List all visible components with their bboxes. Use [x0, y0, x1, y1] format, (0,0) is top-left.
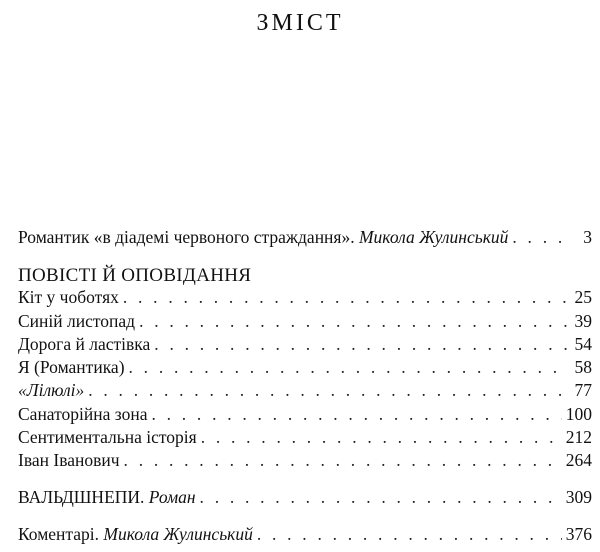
dot-leader — [200, 486, 562, 508]
toc-entry-page: 309 — [565, 487, 592, 507]
toc-entry-label: Дорога й ластівка — [18, 334, 151, 354]
toc-entry-genre: Роман — [148, 487, 196, 507]
page-title: ЗМІСТ — [256, 10, 344, 36]
toc-entry — [18, 379, 592, 401]
toc-entry-novel — [18, 486, 592, 508]
dot-leader — [201, 426, 562, 448]
dot-leader — [124, 449, 562, 471]
toc-entry-title: ВАЛЬДШНЕПИ. — [18, 487, 145, 507]
dot-leader — [512, 226, 568, 248]
toc-entry-label: Сентиментальна історія — [18, 427, 197, 447]
section-heading: ПОВІСТІ Й ОПОВІДАННЯ — [18, 265, 252, 286]
toc-entry-label: «Лілюлі» — [18, 380, 85, 400]
toc-entry-label — [18, 486, 196, 508]
toc-entry-title: Коментарі. — [18, 524, 100, 544]
toc-entry-page: 264 — [565, 450, 592, 470]
toc-entry-page: 58 — [574, 357, 592, 377]
toc-entry — [18, 449, 592, 471]
toc-entry-label — [18, 226, 508, 248]
dot-leader — [139, 310, 568, 332]
toc-entry-commentary — [18, 523, 592, 545]
toc-entry-title: Романтик «в діадемі червоного страждання». — [18, 227, 355, 247]
toc-entry-label: Санаторійна зона — [18, 404, 148, 424]
toc-entry — [18, 356, 592, 378]
toc-entry-label: Кіт у чоботях — [18, 287, 119, 307]
toc-entry-page: 3 — [583, 227, 592, 247]
toc-entry — [18, 426, 592, 448]
toc-entry-page: 54 — [574, 334, 592, 354]
toc-entry-page: 39 — [574, 311, 592, 331]
toc-entry-label — [18, 523, 253, 545]
dot-leader — [88, 379, 568, 401]
toc-entry — [18, 310, 592, 332]
dot-leader — [123, 286, 568, 308]
toc-entry-author: Микола Жулинський — [358, 227, 509, 247]
dot-leader — [257, 523, 562, 545]
toc-entry-label: Я (Романтика) — [18, 357, 125, 377]
dot-leader — [129, 356, 568, 378]
dot-leader — [151, 403, 561, 425]
toc-entry-intro — [18, 226, 592, 248]
toc-entry-page: 212 — [565, 427, 592, 447]
toc-entry-label: Іван Іванович — [18, 450, 120, 470]
dot-leader — [154, 333, 568, 355]
toc-entry — [18, 403, 592, 425]
toc-entry-page: 376 — [565, 524, 592, 544]
toc-entry — [18, 333, 592, 355]
toc-entry-label: Синій листопад — [18, 311, 136, 331]
toc-entry-page: 77 — [574, 380, 592, 400]
toc-entry-page: 25 — [574, 287, 592, 307]
toc-entry — [18, 286, 592, 308]
toc-entry-author: Микола Жулинський — [103, 524, 253, 544]
toc-entry-page: 100 — [565, 404, 592, 424]
